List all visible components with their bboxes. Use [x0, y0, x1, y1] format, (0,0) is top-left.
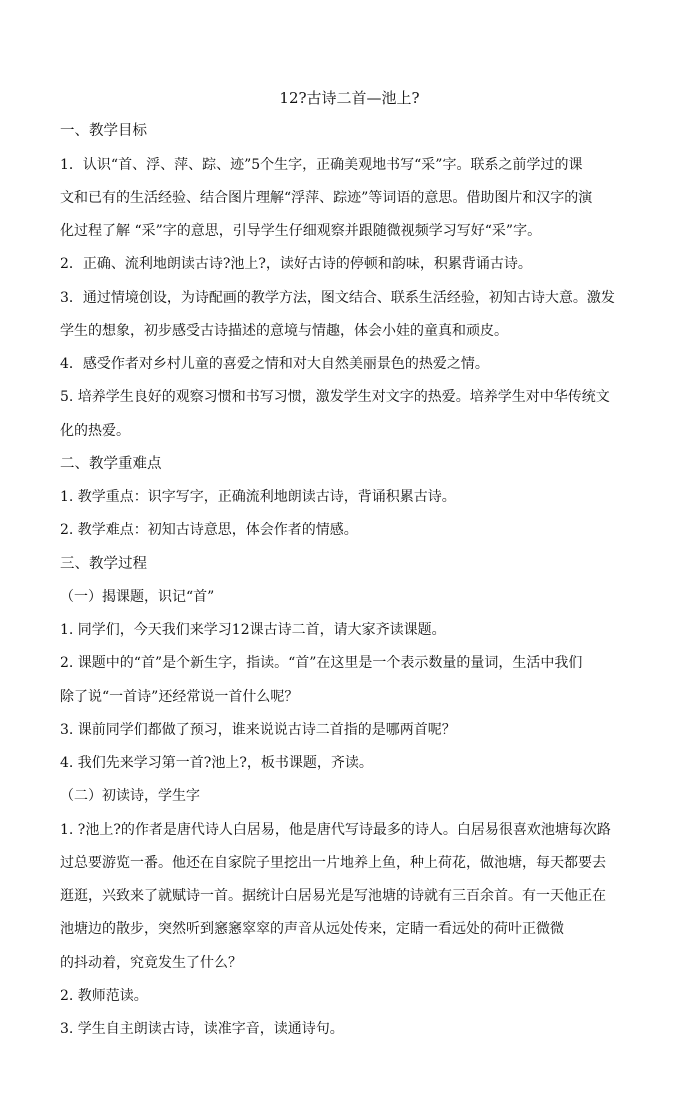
- text-line: 1. 同学们，今天我们来学习12课古诗二首，请大家齐读课题。: [60, 622, 446, 638]
- text-line: 1. 教学重点：识字写字，正确流利地朗读古诗，背诵积累古诗。: [60, 489, 456, 505]
- text-line: 2. 教学难点：初知古诗意思，体会作者的情感。: [60, 522, 358, 538]
- text-line: 5. 培养学生良好的观察习惯和书写习惯，激发学生对文字的热爱。培养学生对中华传统文: [60, 389, 610, 405]
- text-line: 3. 课前同学们都做了预习，谁来说说古诗二首指的是哪两首呢？: [60, 722, 456, 738]
- document-title: 12?古诗二首—池上?: [279, 89, 420, 107]
- text-line: 4．感受作者对乡村儿童的喜爱之情和对大自然美丽景色的热爱之情。: [60, 356, 489, 372]
- subsection-heading: （一）揭课题，识记“首”: [60, 589, 215, 605]
- text-line: 化的热爱。: [60, 423, 130, 439]
- subsection-heading: （二）初读诗，学生字: [60, 788, 200, 804]
- text-line: 3．通过情境创设，为诗配画的教学方法，图文结合、联系生活经验，初知古诗大意。激发: [60, 290, 615, 306]
- text-line: 过总要游览一番。他还在自家院子里挖出一片地养上鱼，种上荷花，做池塘，每天都要去: [60, 855, 606, 871]
- text-line: 2. 课题中的“首”是个新生字，指读。“首”在这里是一个表示数量的量词，生活中我们: [60, 655, 583, 671]
- text-line: 逛逛，兴致来了就赋诗一首。据统计白居易光是写池塘的诗就有三百余首。有一天他正在: [60, 888, 606, 904]
- text-line: 池塘边的散步，突然听到窸窸窣窣的声音从远处传来，定睛一看远处的荷叶正微微: [60, 921, 564, 937]
- text-line: 4. 我们先来学习第一首?池上?，板书课题，齐读。: [60, 755, 373, 771]
- text-line: 3. 学生自主朗读古诗，读准字音，读通诗句。: [60, 1021, 344, 1037]
- text-line: 除了说“一首诗”还经常说一首什么呢？: [60, 689, 299, 705]
- text-line: 2. 教师范读。: [60, 988, 148, 1004]
- text-line: 化过程了解 “采”字的意思，引导学生仔细观察并跟随微视频学习写好“采”字。: [60, 223, 542, 239]
- text-line: 2．正确、流利地朗读古诗?池上?，读好古诗的停顿和韵味，积累背诵古诗。: [60, 256, 532, 272]
- text-line: 1. ?池上?的作者是唐代诗人白居易，他是唐代写诗最多的诗人。白居易很喜欢池塘每次路: [60, 822, 611, 838]
- text-line: 学生的想象，初步感受古诗描述的意境与情趣，体会小娃的童真和顽皮。: [60, 323, 508, 339]
- text-line: 1．认识“首、浮、萍、踪、迹”5个生字，正确美观地书写“采”字。联系之前学过的课: [60, 157, 583, 173]
- text-line: 文和已有的生活经验、结合图片理解“浮萍、踪迹”等词语的意思。借助图片和汉字的演: [60, 190, 593, 206]
- section-heading-objectives: 一、教学目标: [60, 123, 147, 139]
- section-heading-process: 三、教学过程: [60, 556, 147, 572]
- section-heading-key-points: 二、教学重难点: [60, 456, 162, 472]
- text-line: 的抖动着，究竟发生了什么？: [60, 955, 242, 971]
